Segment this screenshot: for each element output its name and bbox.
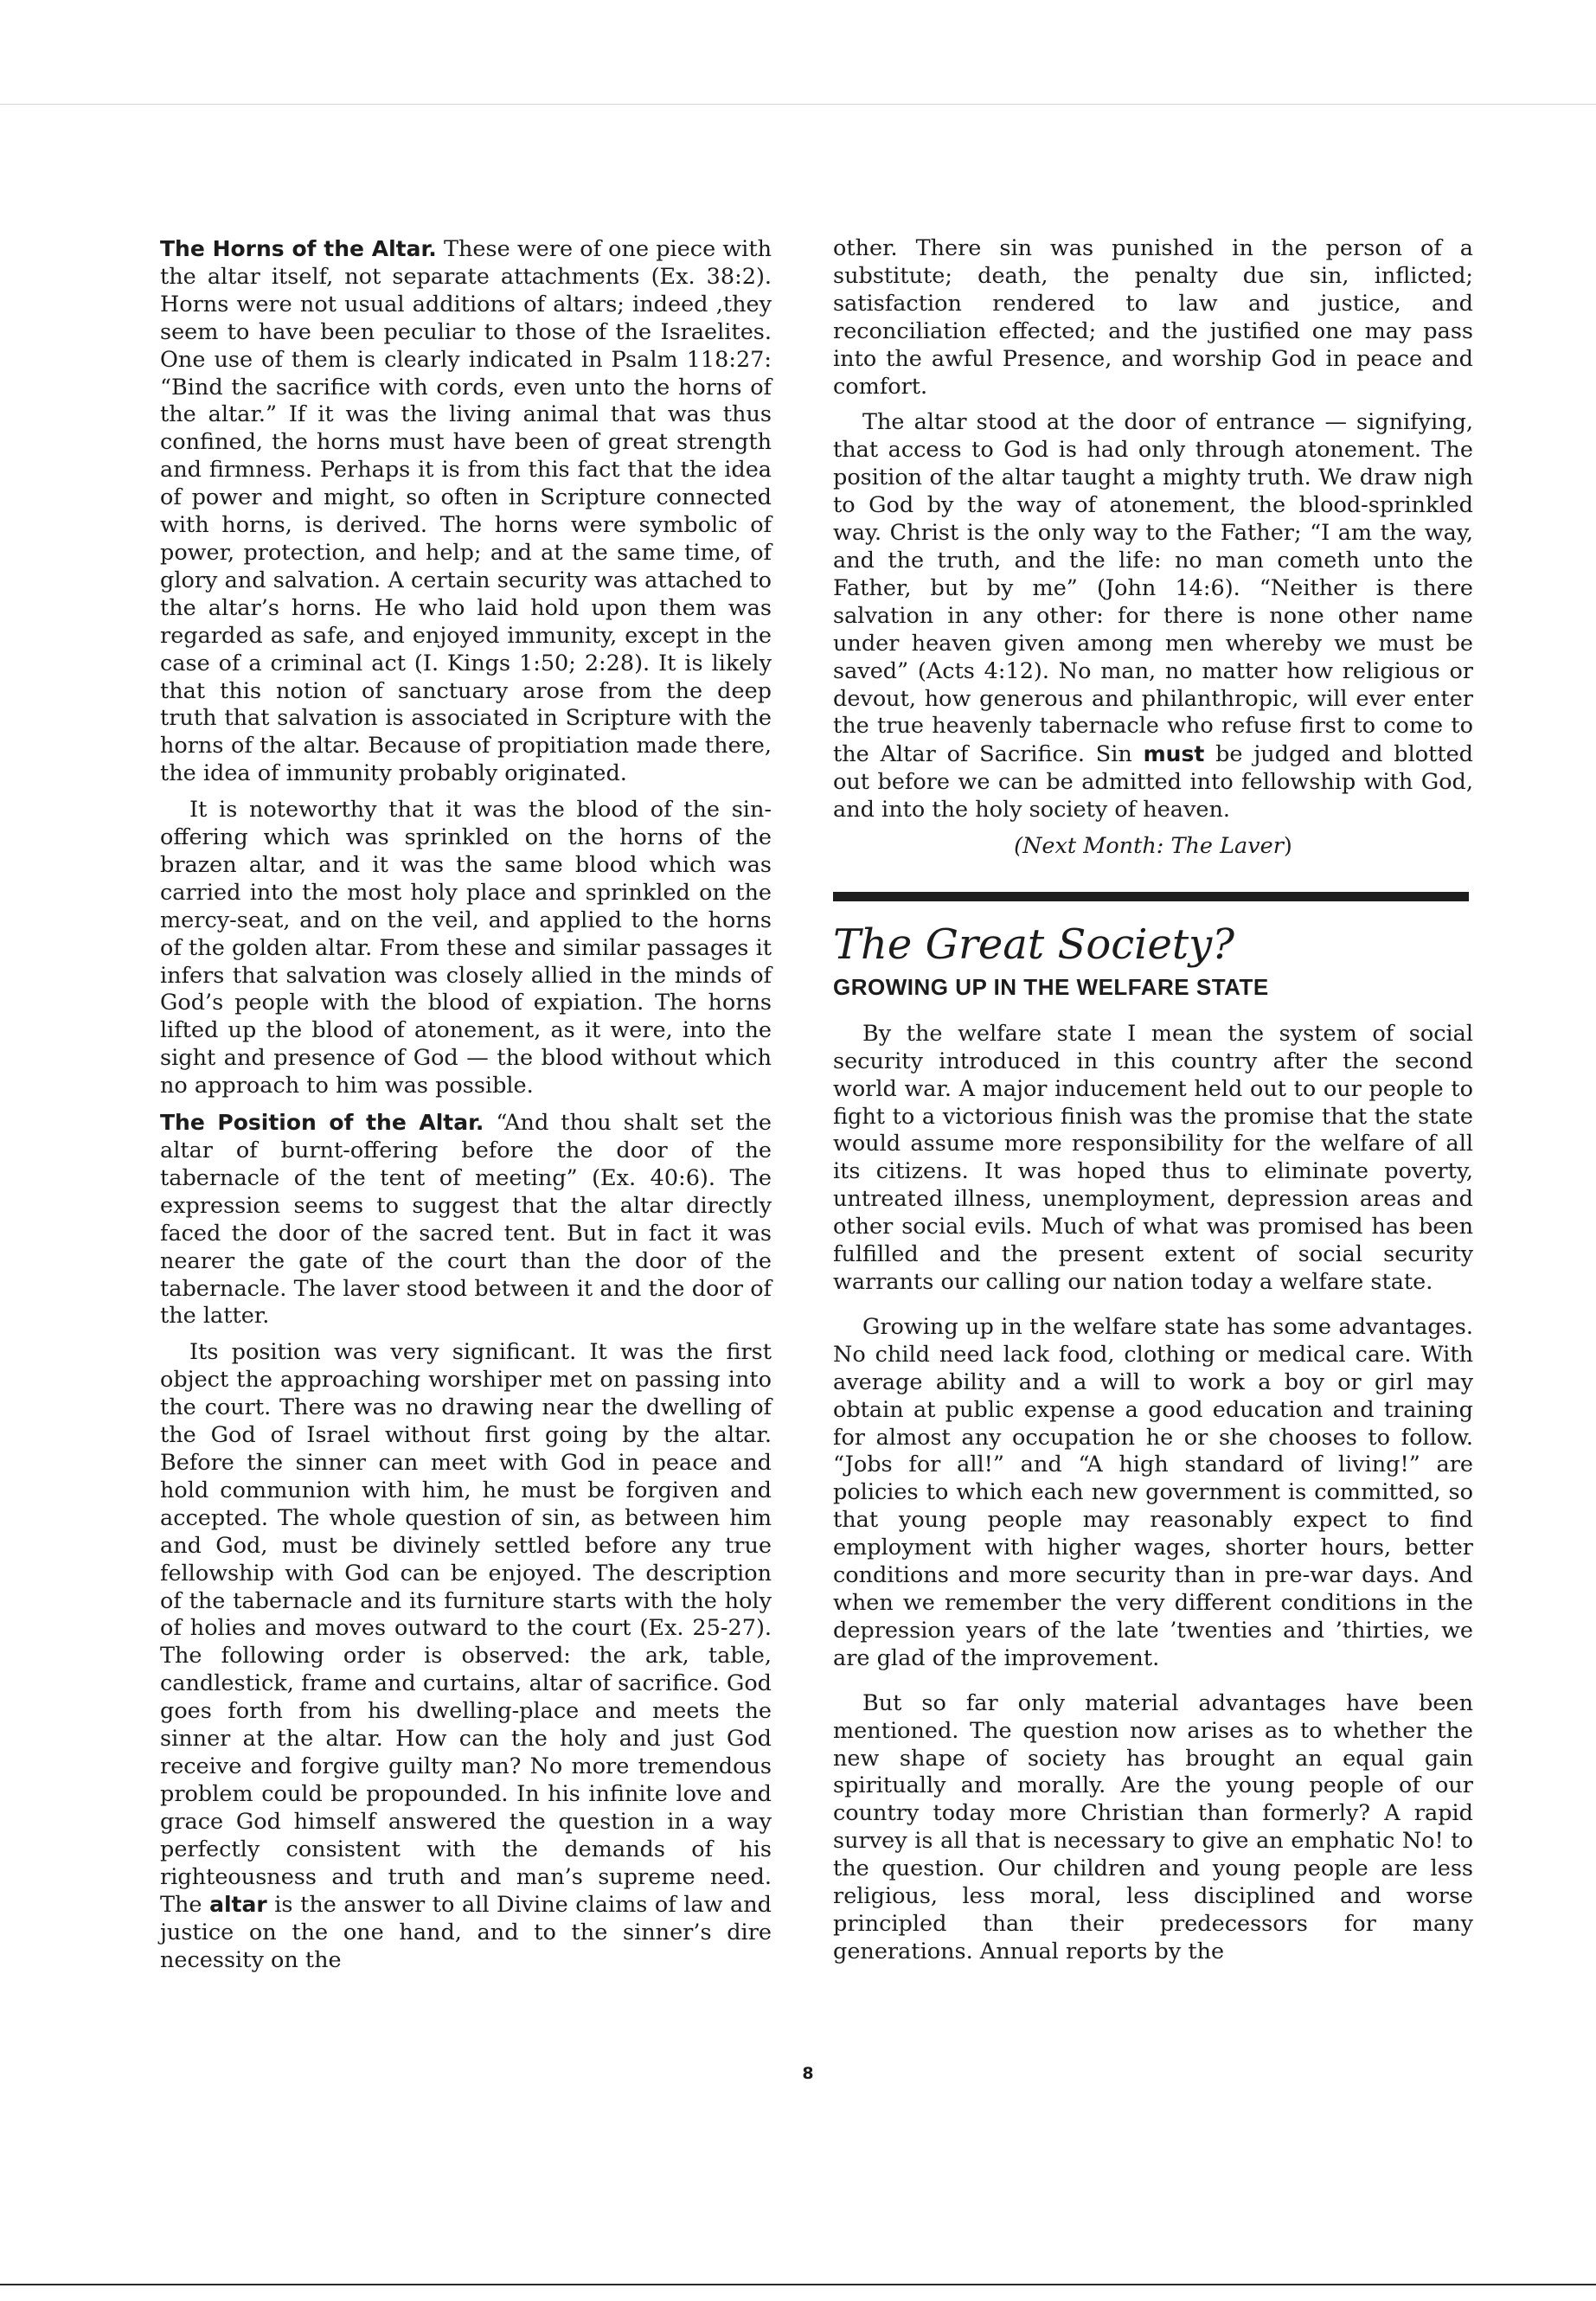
bottom-edge-line bbox=[0, 2284, 1596, 2285]
paragraph-horns: The Horns of the Altar. These were of one piece with the altar itself, not separate attachments (Ex. 38:2). Horns were not usual additions of altars; indeed ,they seem to have been peculiar to those of the Israelites. One use of them is clearly indicated in Psalm 118:27: “Bind the sacrifice with cords, even unto the horns of the altar.” If it was the living animal that was thus confined, the horns must have been of great strength and firmness. Perhaps it is from this fact that the idea of power and might, so often in Scripture connected with horns, is derived. The horns were symbolic of power, protection, and help; and at the same time, of glory and salvation. A certain security was attached to the altar’s horns. He who laid hold upon them was regarded as safe, and enjoyed immunity, except in the case of a criminal act (I. Kings 1:50; 2:28). It is likely that this notion of sanctuary arose from the deep truth that salvation is associated in Scripture with the horns of the altar. Because of propitiation made there, the idea of immunity probably originated. bbox=[160, 236, 772, 787]
emphasis-altar: altar bbox=[209, 1892, 267, 1918]
paragraph-blood-sin-offering: It is noteworthy that it was the blood of the sin-offering which was sprinkled on the horns of the brazen altar, and it was the same blood which was carried into the most holy place and sprinkled on the mercy-seat, and on the veil, and applied to the horns of the golden altar. From these and similar passages it infers that salvation was closely allied in the minds of God’s people with the blood of expiation. The horns lifted up the blood of atonement, as it were, into the sight and presence of God — the blood without which no approach to him was possible. bbox=[160, 797, 772, 1099]
paragraph-welfare-definition: By the welfare state I mean the system of social security introduced in this country after the second world war. A major inducement held out to our people to fight to a victorious finish was the promise that the state would assume more responsibility for the welfare of all its citizens. It was hoped thus to eliminate poverty, untreated illness, unemployment, depression areas and other social evils. Much of what was promised has been fulfilled and the present extent of social security warrants our calling our nation today a welfare state. bbox=[833, 1020, 1473, 1295]
emphasis-must: must bbox=[1143, 741, 1205, 767]
paragraph-position: The Position of the Altar. “And thou shalt set the altar of burnt-offering before the door of the tabernacle of the tent of meeting” (Ex. 40:6). The expression seems to suggest that the altar directly faced the door of the sacred tent. But in fact it was nearer the gate of the court than the door of the tabernacle. The laver stood between it and the door of the latter. bbox=[160, 1110, 772, 1330]
heading-horns-of-altar: The Horns of the Altar. bbox=[160, 236, 437, 261]
top-edge-line bbox=[0, 104, 1596, 105]
paragraph-material-advantages: But so far only material advantages have been mentioned. The question now arises as to whether the new shape of society has brought an equal gain spiritually and morally. Are the young people of our country today more Christian than formerly? A rapid survey is all that is necessary to give an emphatic No! to the question. Our children and young people are less religious, less moral, less disciplined and worse principled than their predecessors for many generations. Annual reports by the bbox=[833, 1689, 1473, 1965]
left-column bbox=[160, 235, 772, 1984]
section-divider bbox=[833, 892, 1469, 901]
article-subtitle: GROWING UP IN THE WELFARE STATE bbox=[833, 973, 1269, 1000]
heading-position-of-altar: The Position of the Altar. bbox=[160, 1110, 484, 1136]
paragraph-door-of-entrance: The altar stood at the door of entrance — signifying, that access to God is had only through atonement. The position of the altar taught a mighty truth. We draw nigh to God by the way of atonement, the blood-sprinkled way. Christ is the only way to the Father; “I am the way, and the truth, and the life: no man cometh unto the Father, but by me” (John 14:6). “Neither is there salvation in any other: for there is none other name under heaven given among men whereby we must be saved” (Acts 4:12). No man, no matter how religious or devout, how generous and philanthropic, will ever enter the true heavenly tabernacle who refuse first to come to the Altar of Sacrifice. Sin must be judged and blotted out before we can be admitted into fellowship with God, and into the holy society of heaven. bbox=[833, 409, 1473, 824]
page-number: 8 bbox=[802, 2064, 814, 2083]
right-column bbox=[833, 235, 1473, 1975]
paragraph-advantages: Growing up in the welfare state has some advantages. No child need lack food, clothing or medical care. With average ability and a will to work a boy or girl may obtain at public expense a good education and training for almost any occupation he or she chooses to follow. “Jobs for all!” and “A high standard of living!” are policies to which each new government is committed, so that young people may reasonably expect to find employment with higher wages, shorter hours, better conditions and more security than in pre-war days. And when we remember the very different conditions in the depression years of the late ’twenties and ’thirties, we are glad of the improvement. bbox=[833, 1313, 1473, 1671]
next-month-note: (Next Month: The Laver) bbox=[1014, 833, 1292, 860]
paragraph-continuation: other. There sin was punished in the person of a substitute; death, the penalty due sin, inflicted; satisfaction rendered to law and justice, and reconciliation effected; and the justified one may pass into the awful Presence, and worship God in peace and comfort. bbox=[833, 235, 1473, 400]
article-title: The Great Society? bbox=[833, 920, 1235, 969]
paragraph-significance: Its position was very significant. It was the first object the approaching worshiper met on passing into the court. There was no drawing near the dwelling of the God of Israel without first going by the altar. Before the sinner can meet with God in peace and hold communion with him, he must be forgiven and accepted. The whole question of sin, as between him and God, must be divinely settled before any true fellowship with God can be enjoyed. The description of the tabernacle and its furniture starts with the holy of holies and moves outward to the court (Ex. 25-27). The following order is observed: the ark, table, candlestick, frame and curtains, altar of sacrifice. God goes forth from his dwelling-place and meets the sinner at the altar. How can the holy and just God receive and forgive guilty man? No more tremendous problem could be propounded. In his infinite love and grace God himself answered the question in a way perfectly consistent with the demands of his righteousness and truth and man’s supreme need. The altar is the answer to all Divine claims of law and justice on the one hand, and to the sinner’s dire necessity on the bbox=[160, 1339, 772, 1974]
